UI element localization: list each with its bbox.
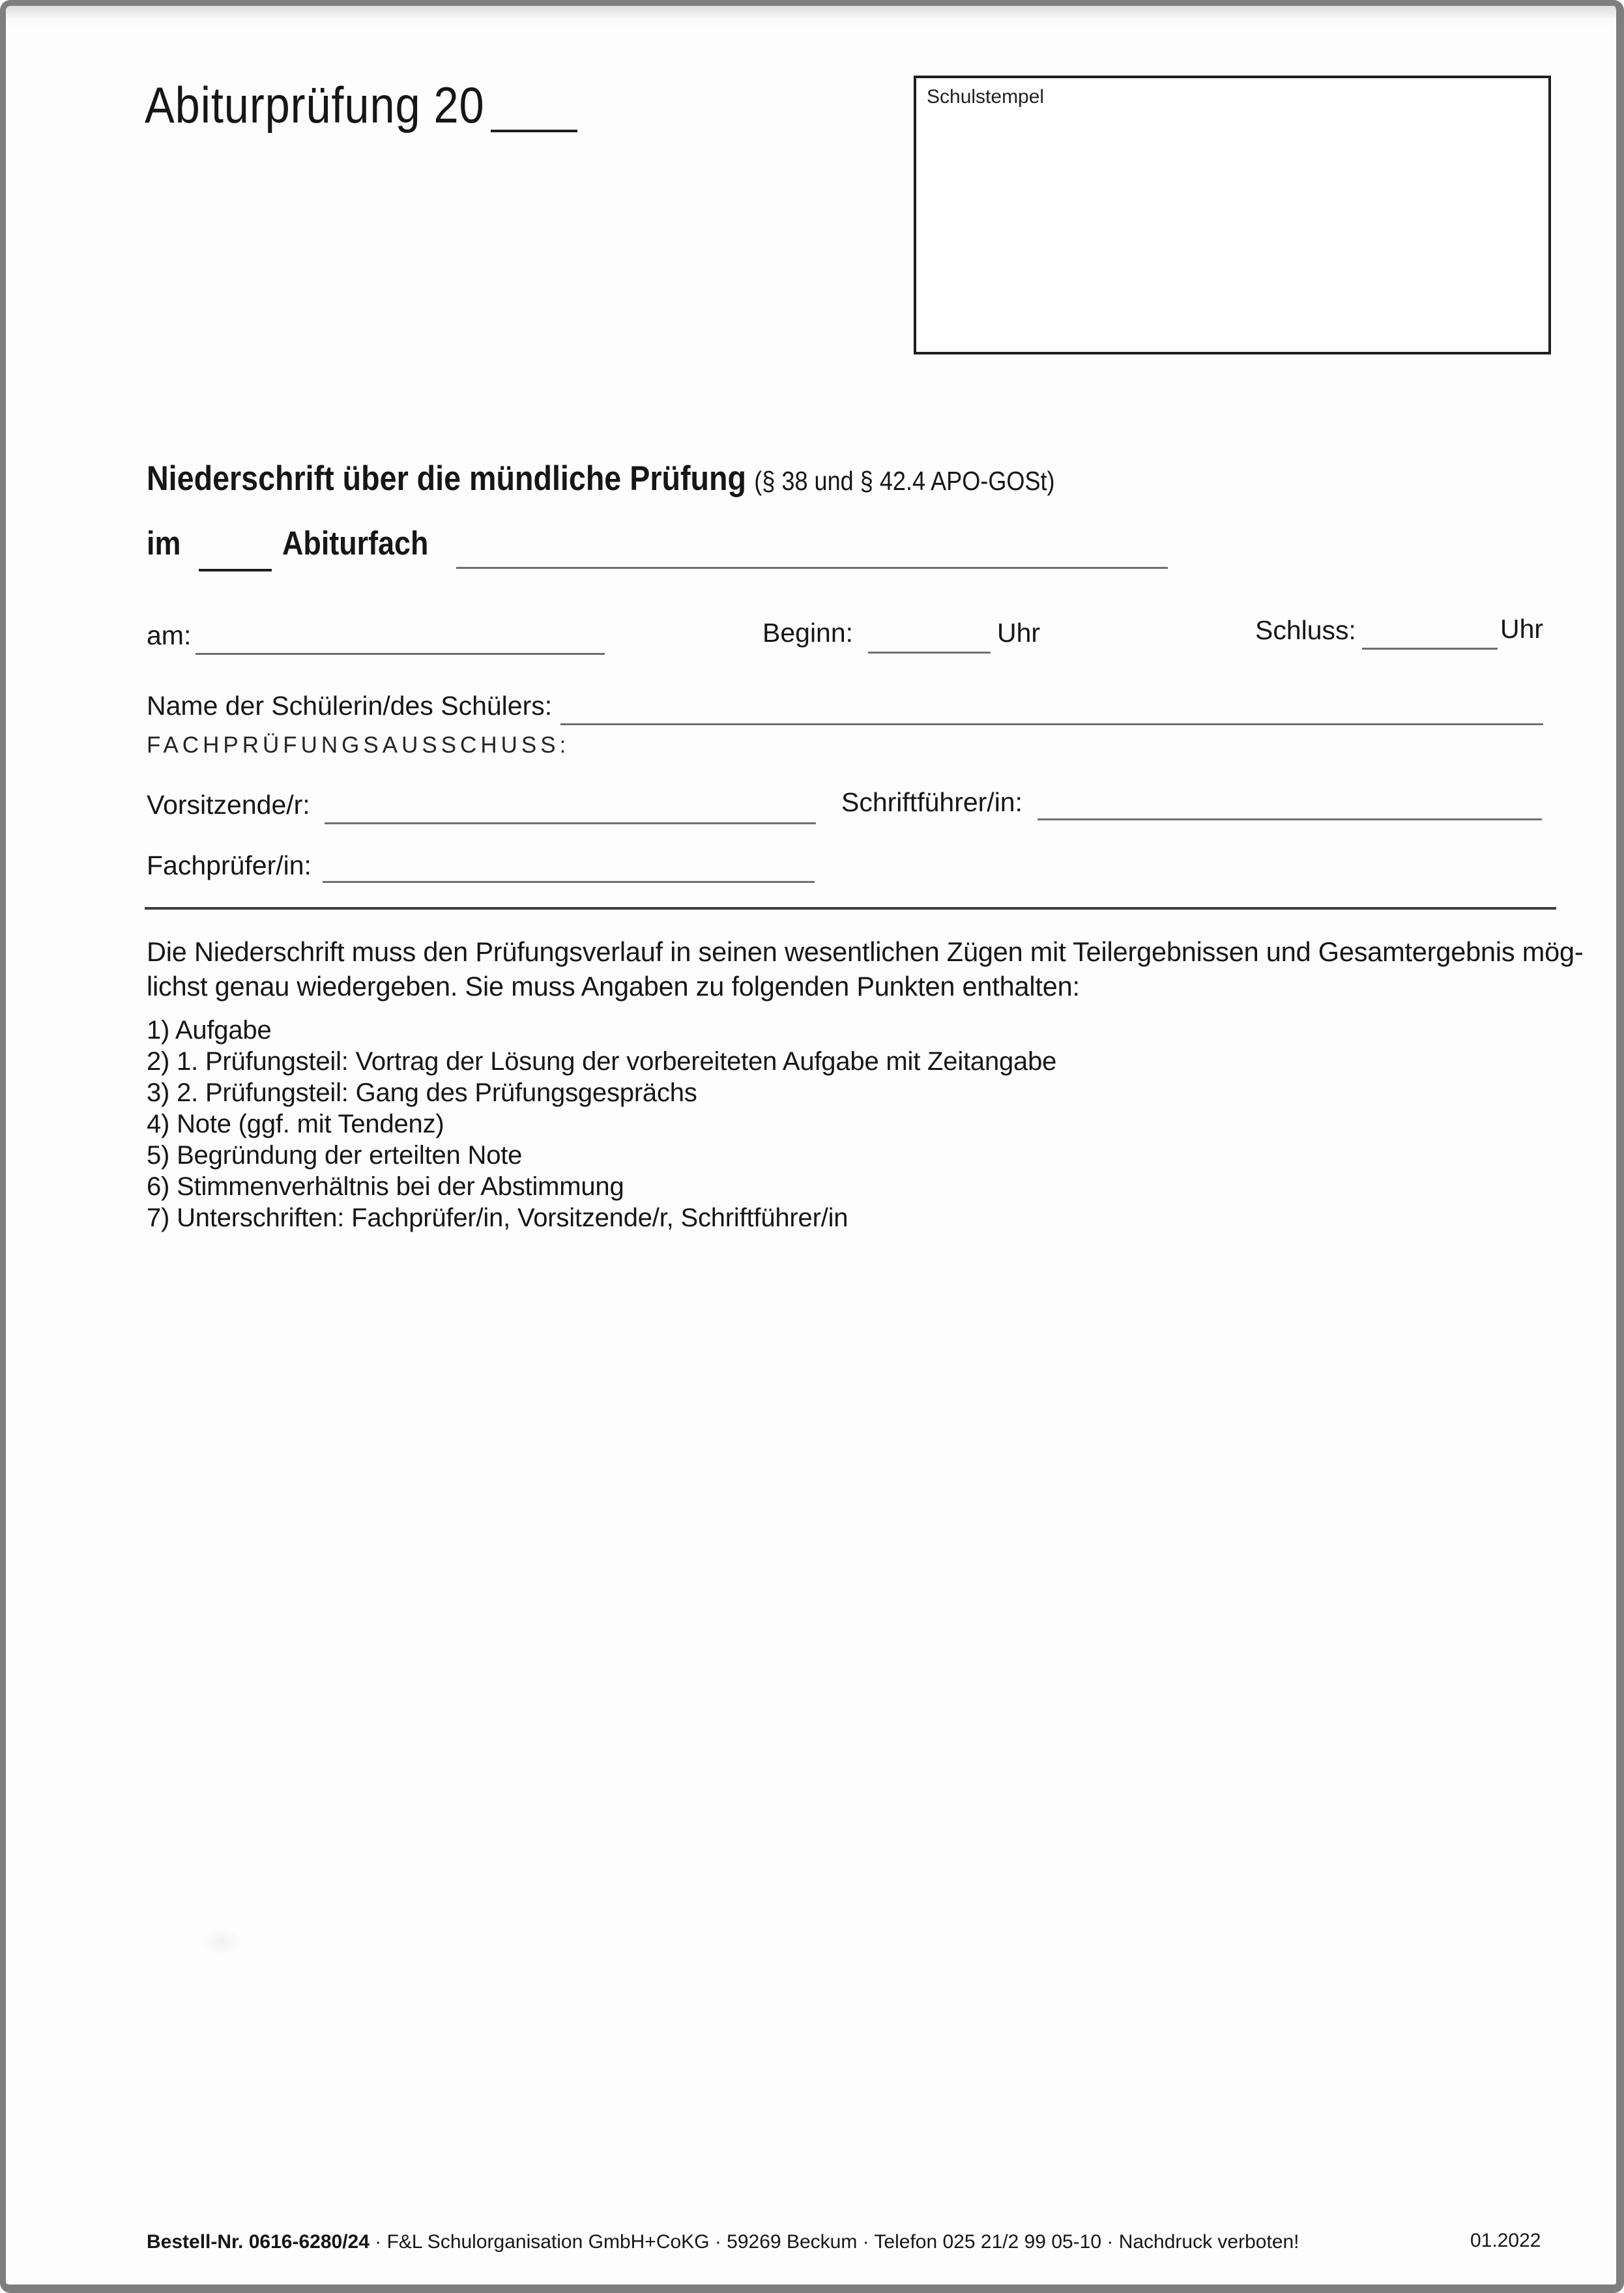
committee-heading: FACHPRÜFUNGSAUSSCHUSS: <box>147 732 570 758</box>
page-title <box>145 76 531 135</box>
list-item-1: 1) Aufgabe <box>147 1016 272 1045</box>
list-item-3: 3) 2. Prüfungsteil: Gang des Prüfungsgesprächs <box>147 1078 697 1107</box>
list-item-5: 5) Begründung der erteilten Note <box>147 1141 523 1170</box>
title-year-blank[interactable] <box>491 130 577 132</box>
scan-artifact-smudge <box>202 1929 241 1955</box>
end-time-blank[interactable] <box>1362 648 1498 650</box>
subject-number-blank[interactable] <box>199 569 272 571</box>
school-stamp-box[interactable] <box>914 76 1551 354</box>
date-blank[interactable] <box>196 653 605 655</box>
subject-prefix: im <box>147 525 181 562</box>
secretary-blank[interactable] <box>1037 818 1542 820</box>
school-stamp-label: Schulstempel <box>927 86 1045 108</box>
chair-label: Vorsitzende/r: <box>147 790 310 820</box>
begin-label: Beginn: <box>762 618 854 648</box>
list-item-2: 2) 1. Prüfungsteil: Vortrag der Lösung der vorbereiteten Aufgabe mit Zeitangabe <box>147 1047 1057 1076</box>
footer-publisher: · F&L Schulorganisation GmbH+CoKG · 59269 Beckum · Telefon 025 21/2 99 05-10 · Nachdruck verboten! <box>369 2231 1299 2253</box>
date-label: am: <box>147 620 192 650</box>
subject-label: Abiturfach <box>282 525 429 562</box>
end-unit-label: Uhr <box>1500 614 1544 644</box>
instructions-paragraph <box>147 934 1584 1003</box>
footer-order-number: Bestell-Nr. 0616-6280/24 <box>147 2231 370 2253</box>
page-title-text: Abiturprüfung 20 <box>145 76 485 134</box>
examiner-label: Fachprüfer/in: <box>147 850 312 880</box>
begin-time-blank[interactable] <box>868 652 991 654</box>
footer-imprint <box>147 2231 1299 2253</box>
section-divider <box>145 907 1556 910</box>
footer-edition-date: 01.2022 <box>1470 2230 1541 2251</box>
instructions-line-1: Die Niederschrift muss den Prüfungsverlauf in seinen wesentlichen Zügen mit Teilergebnissen und Gesamtergebnis mög- <box>147 936 1584 967</box>
student-name-blank[interactable] <box>560 723 1543 725</box>
subject-name-blank[interactable] <box>456 567 1168 569</box>
list-item-6: 6) Stimmenverhältnis bei der Abstimmung <box>147 1172 624 1201</box>
section-heading-ref: (§ 38 und § 42.4 APO-GOSt) <box>754 466 1055 496</box>
section-heading-main: Niederschrift über die mündliche Prüfung <box>147 459 746 498</box>
secretary-label: Schriftführer/in: <box>841 787 1022 817</box>
list-item-4: 4) Note (ggf. mit Tendenz) <box>147 1110 444 1138</box>
list-item-7: 7) Unterschriften: Fachprüfer/in, Vorsitzende/r, Schriftführer/in <box>147 1204 848 1232</box>
begin-unit-label: Uhr <box>997 618 1041 648</box>
chair-blank[interactable] <box>325 822 816 824</box>
instructions-line-2: lichst genau wiedergeben. Sie muss Angaben zu folgenden Punkten enthalten: <box>147 971 1080 1002</box>
examiner-blank[interactable] <box>323 881 815 883</box>
student-name-label: Name der Schülerin/des Schülers: <box>147 691 553 721</box>
instructions-list <box>147 1015 1056 1233</box>
scan-artifact-top <box>6 6 1616 28</box>
end-label: Schluss: <box>1255 615 1356 645</box>
section-heading <box>147 459 1179 498</box>
